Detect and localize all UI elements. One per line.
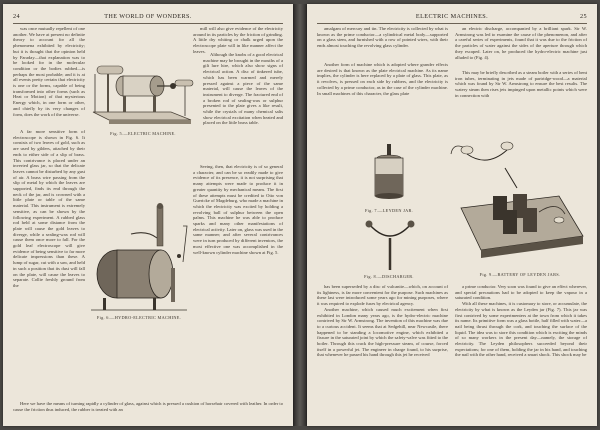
fig9-battery-illustration (447, 138, 589, 266)
paragraph: an electric discharge, accompanied by a brilliant spark. Sir W. Armstrong was led to examine the cause of the phenomenon, and after a careful series of experiments, found that it was due to the friction of the particles of water against the sides of the aperture through which they escaped. Later on, he produced the hydro-electric machine just alluded to (Fig. 4). (455, 26, 587, 60)
left-col-b-mid (203, 52, 283, 162)
paragraph: has been superseded by a disc of vulcanite—which, on account of its lightness, is far more convenient for the purpose. Such machines as these last were introduced some years ago for mining purposes, where it was required to explode fuses by electrical agency. (317, 284, 448, 307)
right-col-b-mid (455, 70, 587, 136)
fig7-leyden-jar-illustration (365, 144, 413, 202)
paragraph: With all these machines, it is customary to store, or accumulate, the electricity by what is known as the Leyden jar (Fig. 7). This jar was first contrived by some experimenters at the town from which it takes its name. Its primitive form was a glass bottle, half filled with water—a nail being thrust through the cork, and touching the surface of the liquid. The idea was to store this condition which is exciting the minds of so many workers in the present day—namely, the storage of electricity. The Leyden philosophers succeeded beyond their expectations; for one of them, holding the jar in his hand, and touching the nail with the other hand, received a smart shock. This shock may be (455, 301, 587, 358)
left-bottom-wide (13, 401, 283, 423)
paragraph: a prime conductor. Very soon was found to give an effect wherever, and special precautions had to be adopted to keep the vapour in a saturated condition. (455, 284, 587, 301)
left-page (3, 4, 293, 426)
left-page-number: 24 (13, 13, 20, 20)
left-col-a-top (13, 26, 85, 126)
right-col-a-mid (317, 62, 448, 136)
paragraph: Here we have the means of turning rapidly a cylinder of glass, against which is pressed a cushion of horsehair covered with leather. In order to cause the friction thus induced, the rubber is treated with an (13, 401, 283, 412)
paragraph: Another machine, which caused much excitement when first exhibited in London many years ago, is the hydro-electric machine contrived by Sir W. Armstrong. The invention of this machine was due to a curious accident. It seems that at Sedgehill, near Newcastle, there happened to be standing a locomotive engine, which exhibited a fissure in the saturated joint by which the safety-valve was fitted to the boiler. Through this crack the high-pressure steam, of course, forced itself in a powerful jet. The engineer in charge found, to his surprise, that whenever he passed his hand through this jet he received (317, 306, 448, 358)
right-col-b-top (455, 26, 587, 68)
fig5-electric-machine-illustration (87, 50, 199, 130)
paragraph: amalgam of mercury and tin. The electricity is collected by what is known as the prime conductor—a cylindrical metal body—supported on a glass stem, and furnished with a row of pointed wires, with their ends almost touching the revolving glass cylinder. (317, 26, 448, 49)
fig9-caption: Fig. 9.—BATTERY OF LEYDEN JARS. (479, 272, 561, 277)
right-col-a-top (317, 26, 448, 60)
fig6-hydro-electric-machine-illustration (87, 204, 191, 314)
right-header-rule (317, 23, 587, 24)
fig7-caption: Fig. 7.—LEYDEN JAR. (364, 208, 414, 213)
right-page-number: 25 (580, 13, 587, 20)
fig5-caption: Fig. 5.—ELECTRIC MACHINE. (110, 131, 176, 136)
right-running-head: ELECTRIC MACHINES. (415, 13, 489, 20)
fig8-caption: Fig. 8.—DISCHARGER. (364, 274, 414, 279)
left-running-header (13, 13, 283, 23)
left-running-head: THE WORLD OF WONDERS. (104, 13, 192, 20)
paragraph: mill will also give evidence of the electricity around in its particles by the friction of grinding. A little dry whiting or chalk urged upon the electroscope plate will in like manner affect the leaves. (193, 26, 283, 54)
right-running-header (317, 13, 587, 23)
right-page (307, 4, 597, 426)
paragraph: was once mutually repellent of one another. We have at present no definite theory to account for all the phenomena exhibited by electricity; but it is thought that the opinion held by Faraday—that explanation was to be looked for in the molecular condition or the bodies rubbed—is perhaps the most probable; and it is at all events pretty certain that electricity is one or the forms, capable of being transformed into other forms (such as Heat or Motion) of that mysterious Energy which, in one form or other, and chiefly by its very changes of form, does the work of the universe. (13, 26, 85, 117)
fig8-discharger-illustration (363, 220, 417, 272)
book-gutter (293, 4, 307, 426)
left-header-rule (13, 23, 283, 24)
paragraph: Although the knobs of a good electrical machine may be brought in the mouths of a gilt lure hire, which also show signs of electrical action. A disc of tinkered tube, which has been warmed and merely pressed against a piece of the same material, will cause the leaves of the instrument to diverge. The fractured end of a broken rod of sealing-wax or sulphur presented to the plate gives a like result, while the crystals of many chemical salts show electrical excitation when heated and placed on the little brass table. (203, 52, 283, 126)
right-bottom-col-a (317, 284, 448, 422)
paragraph: Another form of machine which is adopted where grander effects are desired is that known as the plate electrical machine. As its name implies, the cylinder is here replaced by a plate of glass. This plate, as it revolves, is pressed on each side by rubbers, and the electricity is collected by a prime conductor, as in the case of the cylinder machine. In small machines of this character, the glass plate (317, 62, 448, 96)
fig6-caption: Fig. 6.—HYDRO-ELECTRIC MACHINE. (96, 315, 182, 320)
left-col-b-low (193, 164, 283, 392)
paragraph: This may be briefly described as a steam boiler with a series of bent iron tubes, terminating in jets made of partridge-wood—a material which was found by Sir W. Armstrong to ensure the best results. The watery steam then rises jets impinged upon metallic points which were in connection with (455, 70, 587, 98)
left-col-a-mid (13, 129, 85, 401)
right-bottom-col-b (455, 284, 587, 422)
paragraph: Seeing, then, that electricity is of so general a character, and can be so readily made to give evidence of its presence, it is not surprising that many attempts were made to produce it in greater quantity by mechanical means. The first of these attempts must be credited to Otto von Guericke of Magdeburg, who made a machine in which the electricity was excited by holding a revolving ball of sulphur between the open palms. This machine he was able to produce sparks and many other manifestations of electrical activity. Later on, glass was used in the same manner; and after several contrivances were in turn produced by different inventors, the most effective one was accomplished in the well-known cylinder machine shown at Fig. 5. (193, 164, 284, 255)
paragraph: A far more sensitive form of electroscope is shown in Fig. 6. It consists of two leaves of gold, such as are used by gilders, attached by their ends to either side of a slip of brass. This contrivance is placed under an inverted glass jar, so that the delicate leaves cannot be disturbed by any gust of air. A brass wire passing from the slip of metal by which the leaves are supported, finds its end through the neck of the jar, and is crowned with a little plate or table of the same material. This instrument is extremely sensitive, as can be shown by the following experiment. A rubbed glass rod held at some distance from the plate will cause the gold leaves to diverge, while a sealing-wax rod will cause them once more to fall. For the gold leaf electroscope will give evidence of being sensitive to far more delicate impressions than these. A lump of sugar, cut with a saw, and held in such a position that its dust will fall on the plate, will cause the leaves to separate. Collie freshly ground from the (13, 129, 85, 288)
left-col-b-top (193, 26, 283, 54)
